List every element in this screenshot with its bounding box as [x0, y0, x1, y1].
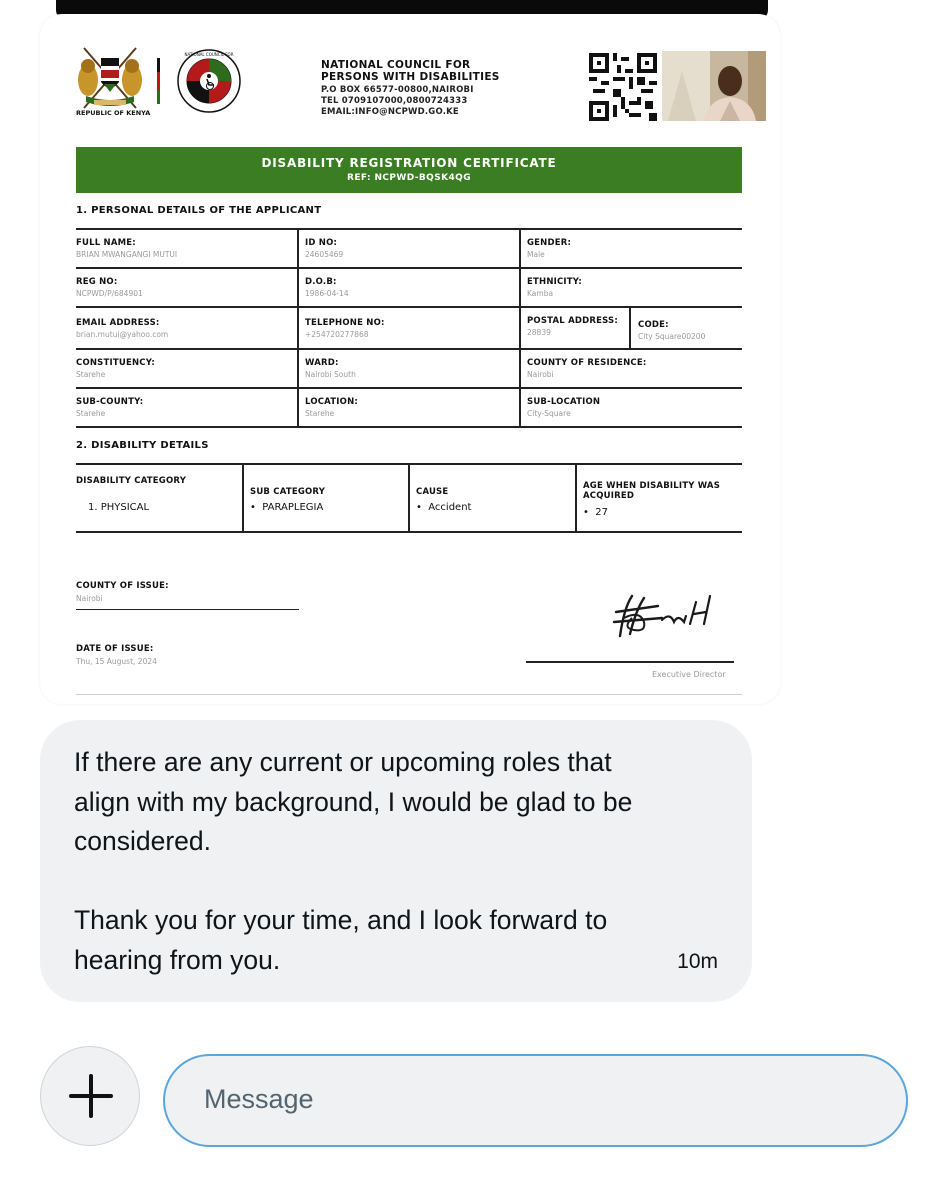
location-value: Starehe — [305, 409, 335, 418]
age-acquired-item — [583, 507, 608, 518]
constituency-value: Starehe — [76, 370, 106, 379]
bullet-icon: • — [416, 502, 422, 513]
message-input[interactable] — [163, 1054, 908, 1147]
age-acquired-label: AGE WHEN DISABILITY WAS ACQUIRED — [583, 481, 721, 501]
code-value: City Square00200 — [638, 332, 706, 341]
certificate-title-bar — [76, 147, 742, 193]
age-acquired-value: 27 — [595, 507, 608, 518]
message-line: considered. — [74, 826, 212, 856]
coat-of-arms-icon — [74, 42, 146, 114]
footer-divider — [76, 694, 742, 695]
org-name: NATIONAL COUNCIL FOR PERSONS WITH DISABILITIES — [321, 59, 500, 83]
dob-value: 1986-04-14 — [305, 289, 349, 298]
location-label: LOCATION: — [305, 397, 358, 407]
gender-label: GENDER: — [527, 238, 572, 248]
sub-category-item — [250, 502, 323, 513]
county-of-issue-value: Nairobi — [76, 594, 103, 603]
message-bubble[interactable] — [40, 720, 752, 1002]
table-rule — [76, 267, 742, 269]
message-placeholder: Message — [204, 1084, 314, 1114]
reg-no-label: REG NO: — [76, 277, 118, 287]
ncpwd-seal-icon — [176, 48, 242, 114]
qr-code-icon — [589, 53, 657, 121]
section-personal-title: 1. PERSONAL DETAILS OF THE APPLICANT — [76, 205, 322, 216]
date-of-issue-label: DATE OF ISSUE: — [76, 644, 154, 654]
org-address: P.O BOX 66577-00800,NAIROBI — [321, 85, 474, 95]
table-divider — [629, 306, 631, 349]
telephone-value: +254720277868 — [305, 330, 369, 339]
message-paragraph — [74, 743, 632, 862]
telephone-label: TELEPHONE NO: — [305, 318, 385, 328]
sub-county-value: Starehe — [76, 409, 106, 418]
id-no-label: ID NO: — [305, 238, 338, 248]
sub-category-value: PARAPLEGIA — [262, 502, 324, 513]
constituency-label: CONSTITUENCY: — [76, 358, 155, 368]
svg-text:NATIONAL COUNCIL FOR: NATIONAL COUNCIL FOR — [184, 52, 234, 57]
disability-category-value: 1. PHYSICAL — [88, 502, 150, 513]
table-divider — [575, 463, 577, 532]
org-telephone: TEL 0709107000,0800724333 — [321, 96, 468, 106]
full-name-label: FULL NAME: — [76, 238, 136, 248]
full-name-value: BRIAN MWANGANGI MUTUI — [76, 250, 178, 259]
bullet-icon: • — [583, 507, 589, 518]
table-divider — [519, 228, 521, 427]
flag-stripe — [157, 58, 160, 104]
applicant-photo — [662, 51, 766, 121]
certificate-ref: REF: NCPWD-BQSK4QG — [347, 173, 471, 183]
director-signature-line — [526, 661, 734, 663]
county-residence-label: COUNTY OF RESIDENCE: — [527, 358, 647, 368]
dob-label: D.O.B: — [305, 277, 337, 287]
cause-item — [416, 502, 471, 513]
signature-line — [76, 609, 299, 610]
sub-category-label: SUB CATEGORY — [250, 487, 326, 497]
county-residence-value: Nairobi — [527, 370, 554, 379]
email-label: EMAIL ADDRESS: — [76, 318, 160, 328]
cause-label: CAUSE — [416, 487, 449, 497]
message-paragraph — [74, 901, 607, 980]
gender-value: Male — [527, 250, 545, 259]
signatory-title: Executive Director — [652, 670, 726, 679]
table-divider — [242, 463, 244, 532]
certificate-image[interactable] — [40, 14, 780, 704]
table-rule — [76, 306, 742, 308]
ward-value: Nairobi South — [305, 370, 356, 379]
id-no-value: 24605469 — [305, 250, 344, 259]
cause-value: Accident — [428, 502, 472, 513]
ethnicity-label: ETHNICITY: — [527, 277, 583, 287]
message-timestamp: 10m — [677, 950, 718, 973]
section-disability-title: 2. DISABILITY DETAILS — [76, 440, 209, 451]
county-of-issue-label: COUNTY OF ISSUE: — [76, 581, 169, 591]
postal-address-value: 28839 — [527, 328, 551, 337]
add-attachment-button[interactable] — [40, 1046, 140, 1146]
sub-location-label: SUB-LOCATION — [527, 397, 601, 407]
disability-category-label: DISABILITY CATEGORY — [76, 476, 187, 486]
plus-icon — [89, 1074, 93, 1118]
ethnicity-value: Kamba — [527, 289, 554, 298]
date-of-issue-value: Thu, 15 August, 2024 — [76, 657, 157, 666]
signature-image — [610, 588, 722, 646]
message-line: align with my background, I would be glad to be — [74, 786, 633, 817]
reg-no-value: NCPWD/P/684901 — [76, 289, 143, 298]
message-line: If there are any current or upcoming roles that — [74, 747, 612, 777]
sub-location-value: City-Square — [527, 409, 571, 418]
message-line: Thank you for your time, and I look forward to — [74, 905, 608, 935]
table-divider — [408, 463, 410, 532]
table-rule — [76, 387, 742, 389]
email-value: brian.mutui@yahoo.com — [76, 330, 169, 339]
table-rule — [76, 348, 742, 350]
postal-address-label: POSTAL ADDRESS: — [527, 316, 618, 326]
ward-label: WARD: — [305, 358, 339, 368]
code-label: CODE: — [638, 320, 669, 330]
table-divider — [297, 228, 299, 427]
org-email: EMAIL:INFO@NCPWD.GO.KE — [321, 107, 459, 117]
republic-label: REPUBLIC OF KENYA — [76, 109, 151, 117]
message-line: hearing from you. — [74, 944, 281, 975]
table-rule — [76, 228, 742, 230]
sub-county-label: SUB-COUNTY: — [76, 397, 144, 407]
bullet-icon: • — [250, 502, 256, 513]
table-rule — [76, 426, 742, 428]
certificate-title: DISABILITY REGISTRATION CERTIFICATE — [261, 156, 557, 170]
